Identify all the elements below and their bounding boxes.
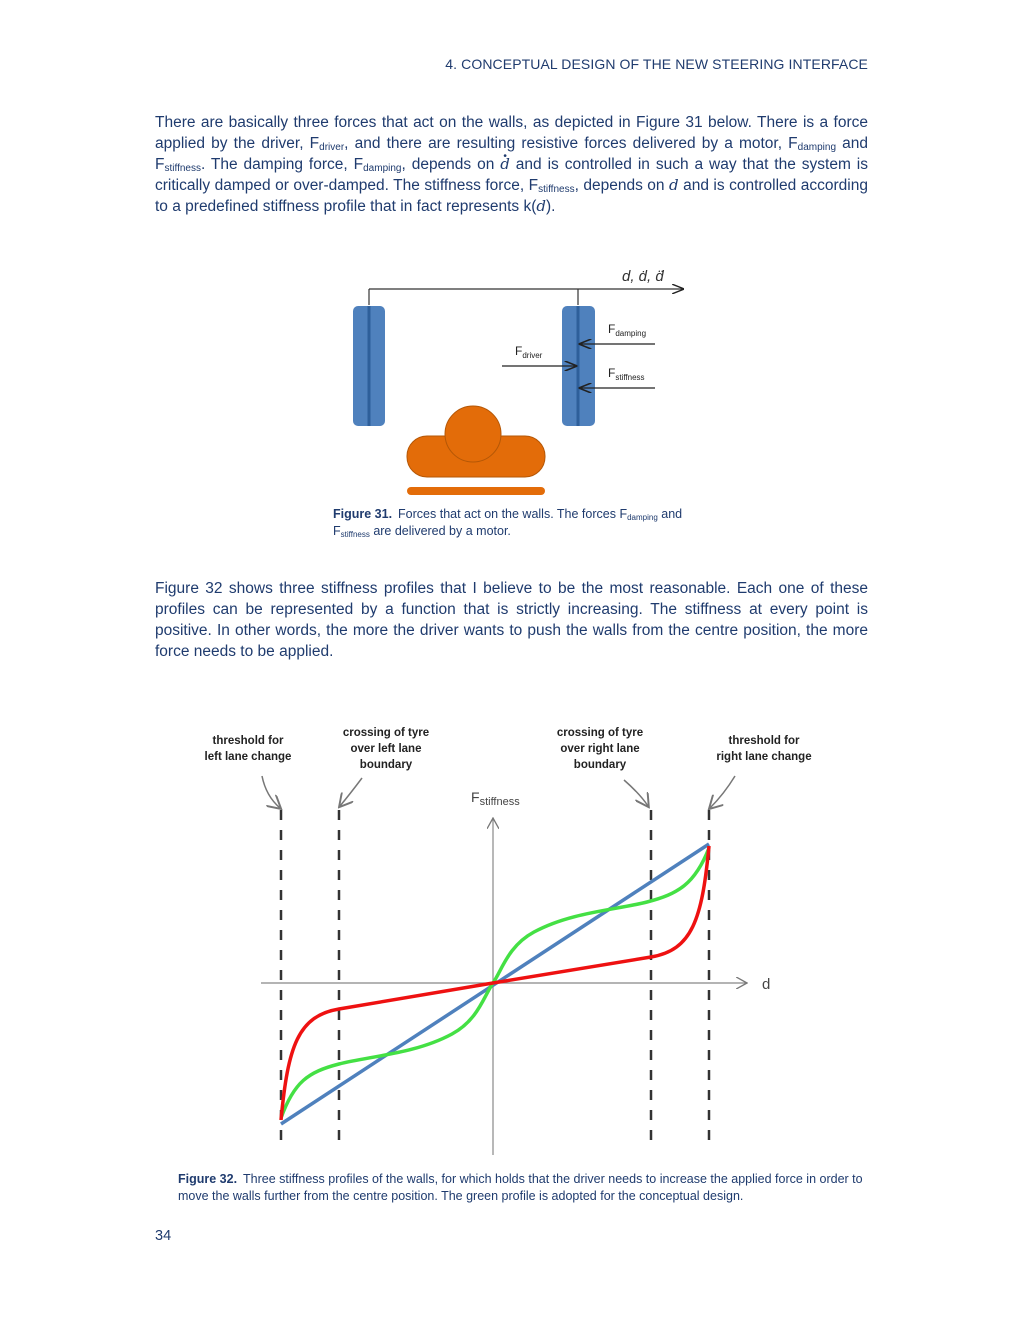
axis-label-d: d, ḋ, d̈ [622, 268, 664, 285]
pointer-right-crossing [624, 780, 648, 806]
svg-text:boundary: boundary [573, 759, 627, 771]
d-symbol: d [669, 176, 679, 194]
paragraph-forces: There are basically three forces that act on the walls, as depicted in Figure 31 below. There is a force applied by the driver, $F_{driver}$, and there are resulting resistive forces delivered by a motor, $F_{damping}$ and $F_{stiffness}$. The damping force, $F_{damping}$, depends on . d and is controlled in such a way that the system is critically damped or over-damped. The stiffness force, $F_{stiffness}$, depends on d and is controlled according to a predefined stiffness profile that in fact represents k(d). [155, 112, 868, 217]
svg-text:crossing of tyre: crossing of tyre [342, 727, 430, 739]
f-damping-label: $F_{damping}$ [608, 322, 647, 338]
svg-text:crossing of tyre: crossing of tyre [556, 727, 644, 739]
d-dot-symbol: . d [500, 154, 510, 175]
svg-text:left lane change: left lane change [204, 751, 292, 763]
svg-text:threshold for: threshold for [212, 735, 284, 747]
figure-31-diagram [340, 255, 700, 500]
f-driver-label: $F_{driver}$ [515, 344, 543, 360]
driver-figure [407, 406, 545, 495]
running-header: 4. CONCEPTUAL DESIGN OF THE NEW STEERING INTERFACE [445, 56, 868, 72]
paragraph-stiffness-profiles: Figure 32 shows three stiffness profiles that I believe to be the most reasonable. Each one of these profiles can be represented by a function that is strictly increasing. The stiffness at every point is positive. In other words, the more the driver wants to push the walls from the centre position, the more force needs to be applied. [155, 580, 868, 660]
x-axis-label: d [762, 976, 771, 993]
pointer-right-threshold [710, 776, 735, 808]
figure-32-caption: Figure 32. Three stiffness profiles of the walls, for which holds that the driver needs to increase the applied force in order to move the walls further from the centre position. The green profile is adopted for the conceptual design. [178, 1172, 863, 1203]
figure-31-caption: Figure 31. Forces that act on the walls. The forces $F_{damping}$ and $F_{stiffness}$ are delivered by a motor. [333, 507, 683, 539]
page-number: 34 [155, 1228, 172, 1244]
annotation-left-threshold [205, 735, 292, 763]
y-axis-label: $F_{stiffness}$ [471, 789, 520, 808]
svg-text:boundary: boundary [359, 759, 413, 771]
pointer-left-threshold [262, 776, 280, 808]
figure-32-chart [0, 700, 1024, 1170]
annotation-right-crossing [557, 727, 643, 771]
f-stiffness-label: $F_{stiffness}$ [608, 366, 645, 382]
pointer-left-crossing [340, 778, 362, 806]
svg-text:threshold for: threshold for [728, 735, 800, 747]
svg-text:over right lane: over right lane [560, 743, 640, 755]
svg-text:right lane change: right lane change [716, 751, 812, 763]
annotation-right-threshold [716, 735, 811, 763]
annotation-left-crossing [343, 727, 429, 771]
svg-text:over left lane: over left lane [350, 743, 422, 755]
